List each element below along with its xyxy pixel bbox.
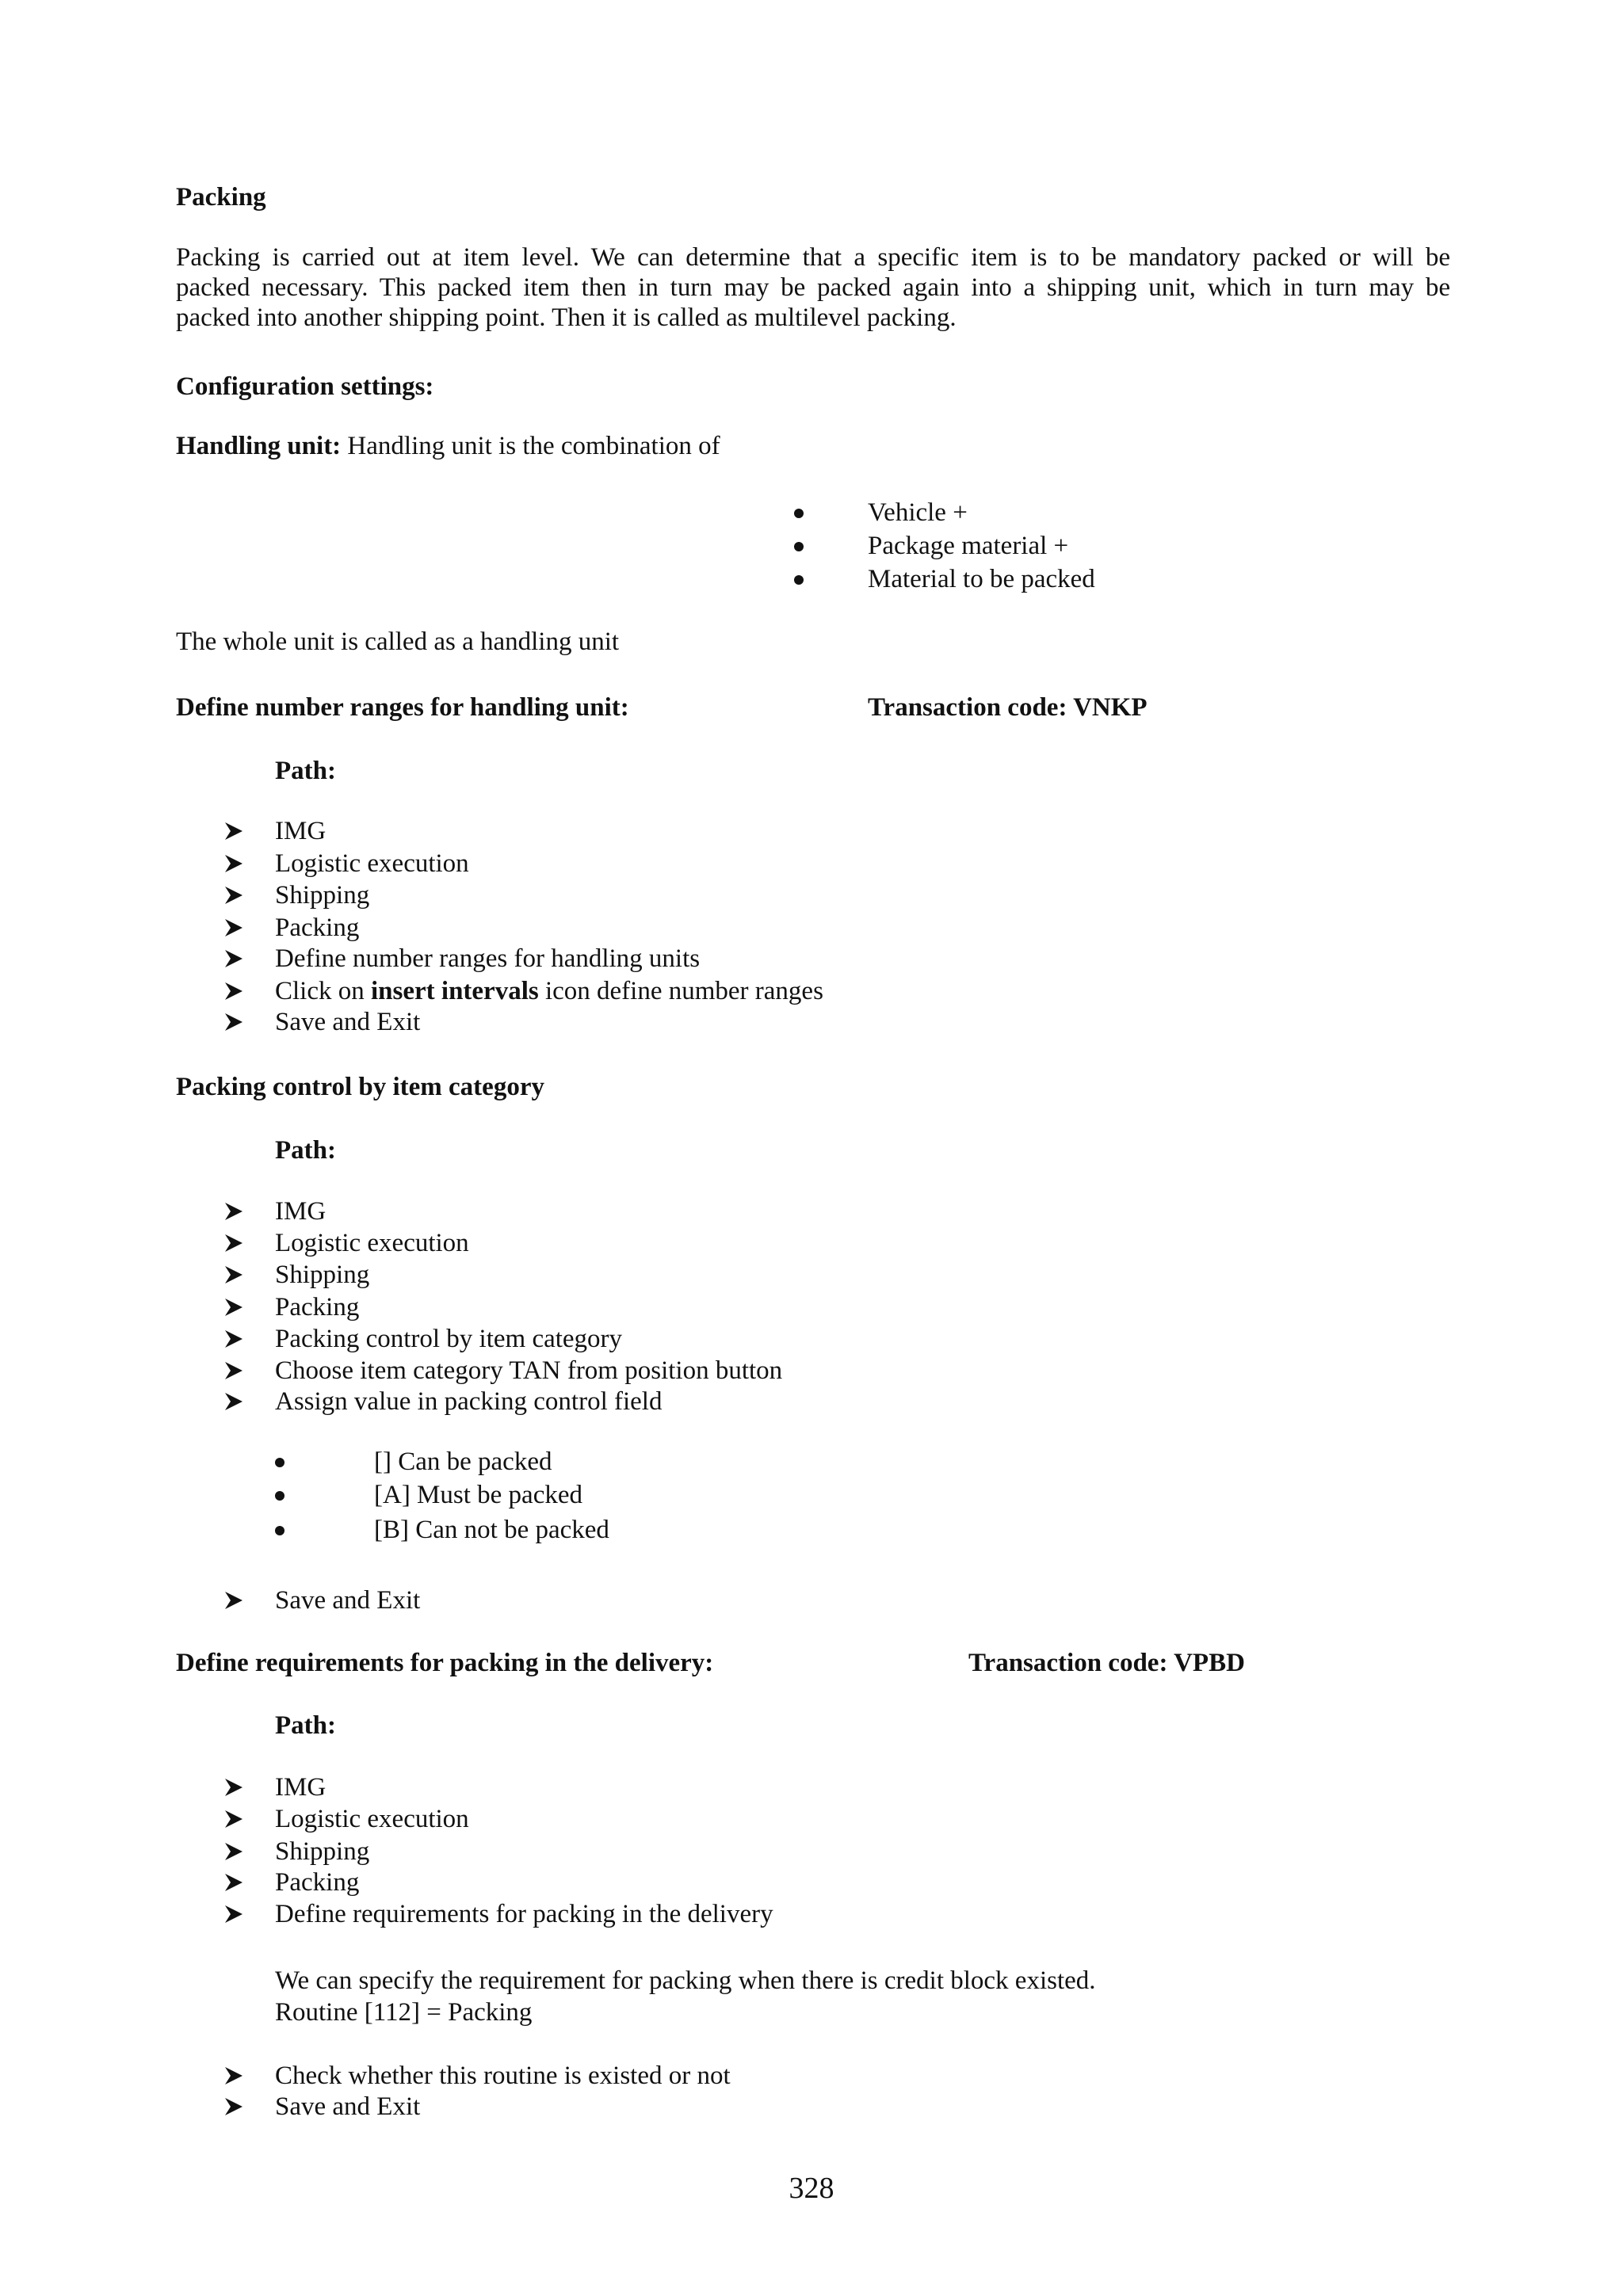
path-step: Logistic execution <box>275 849 469 878</box>
path-step: Logistic execution <box>275 1805 469 1833</box>
arrow-bullet-icon <box>223 948 244 969</box>
path-step-insert-intervals <box>275 975 823 1007</box>
arrow-bullet-icon <box>223 853 244 874</box>
bullet-icon <box>794 509 804 518</box>
arrow-bullet-icon <box>223 917 244 938</box>
path-label: Path: <box>275 757 336 785</box>
arrow-bullet-icon <box>223 1590 244 1611</box>
arrow-bullet-icon <box>223 1809 244 1829</box>
arrow-bullet-icon <box>223 2096 244 2117</box>
path-step: Shipping <box>275 1261 370 1289</box>
number-ranges-heading: Define number ranges for handling unit: <box>176 693 629 722</box>
packing-control-heading: Packing control by item category <box>176 1073 544 1101</box>
arrow-bullet-icon <box>223 1872 244 1893</box>
path-step: Save and Exit <box>275 1008 421 1036</box>
path-step: Define number ranges for handling units <box>275 944 701 973</box>
path-step: Define requirements for packing in the delivery <box>275 1900 773 1928</box>
path-step: Choose item category TAN from position button <box>275 1356 783 1385</box>
packing-control-value: [A] Must be packed <box>374 1481 583 1509</box>
arrow-bullet-icon <box>223 1201 244 1222</box>
arrow-bullet-icon <box>223 1841 244 1862</box>
packing-requirements-heading: Define requirements for packing in the delivery: <box>176 1649 714 1677</box>
path-step: Packing <box>275 913 360 942</box>
bullet-icon <box>275 1526 285 1535</box>
arrow-bullet-icon <box>223 1777 244 1798</box>
path-step: Logistic execution <box>275 1229 469 1257</box>
requirement-note: We can specify the requirement for packing when there is credit block existed. <box>275 1966 1096 1995</box>
arrow-bullet-icon <box>223 2065 244 2086</box>
packing-heading: Packing <box>176 183 266 212</box>
path-step: Shipping <box>275 1837 370 1866</box>
path-step: Shipping <box>275 881 370 910</box>
path-label: Path: <box>275 1711 336 1740</box>
bullet-icon <box>275 1491 285 1501</box>
arrow-bullet-icon <box>223 821 244 841</box>
arrow-bullet-icon <box>223 1264 244 1285</box>
path-step: Save and Exit <box>275 1586 421 1615</box>
combination-item: Material to be packed <box>868 565 1095 593</box>
intro-line-2: packed necessary. This packed item then in turn may be packed again into a shipping unit, which in turn may be <box>176 273 1450 302</box>
bullet-icon <box>275 1458 285 1467</box>
arrow-bullet-icon <box>223 1233 244 1253</box>
arrow-bullet-icon <box>223 1012 244 1032</box>
handling-unit-line <box>176 430 720 462</box>
combination-item: Package material + <box>868 532 1069 560</box>
path-step: Save and Exit <box>275 2092 421 2121</box>
path-step: Packing control by item category <box>275 1325 623 1353</box>
path-step: IMG <box>275 1773 327 1802</box>
path-step: Packing <box>275 1868 360 1897</box>
bullet-icon <box>794 575 804 585</box>
arrow-bullet-icon <box>223 1329 244 1349</box>
path-step: Check whether this routine is existed or not <box>275 2061 731 2090</box>
intro-paragraph <box>176 242 1450 332</box>
routine-note: Routine [112] = Packing <box>275 1998 533 2027</box>
combination-item: Vehicle + <box>868 498 968 527</box>
path-step: Packing <box>275 1293 360 1322</box>
arrow-bullet-icon <box>223 1904 244 1924</box>
path-step: Assign value in packing control field <box>275 1387 663 1416</box>
insert-intervals-label: insert intervals <box>371 977 539 1005</box>
path-step: IMG <box>275 817 327 845</box>
transaction-code-vnkp: Transaction code: VNKP <box>868 693 1148 722</box>
handling-unit-label: Handling unit: <box>176 432 342 460</box>
arrow-bullet-icon <box>223 885 244 906</box>
packing-control-value: [B] Can not be packed <box>374 1516 609 1544</box>
arrow-bullet-icon <box>223 981 244 1001</box>
page-number: 328 <box>789 2172 834 2205</box>
packing-control-value: [] Can be packed <box>374 1447 552 1476</box>
arrow-bullet-icon <box>223 1391 244 1412</box>
handling-unit-text: Handling unit is the combination of <box>341 432 720 460</box>
path-label: Path: <box>275 1136 336 1165</box>
arrow-bullet-icon <box>223 1360 244 1381</box>
arrow-bullet-icon <box>223 1297 244 1318</box>
step-text: Click on <box>275 977 371 1005</box>
intro-line-3: packed into another shipping point. Then it is called as multilevel packing. <box>176 303 957 332</box>
configuration-heading: Configuration settings: <box>176 372 434 401</box>
step-text: icon define number ranges <box>538 977 823 1005</box>
intro-line-1: Packing is carried out at item level. We can determine that a specific item is to be mandatory packed or will be <box>176 243 1450 272</box>
bullet-icon <box>794 542 804 551</box>
path-step: IMG <box>275 1197 327 1226</box>
whole-unit-text: The whole unit is called as a handling unit <box>176 627 620 656</box>
transaction-code-vpbd: Transaction code: VPBD <box>968 1649 1245 1677</box>
